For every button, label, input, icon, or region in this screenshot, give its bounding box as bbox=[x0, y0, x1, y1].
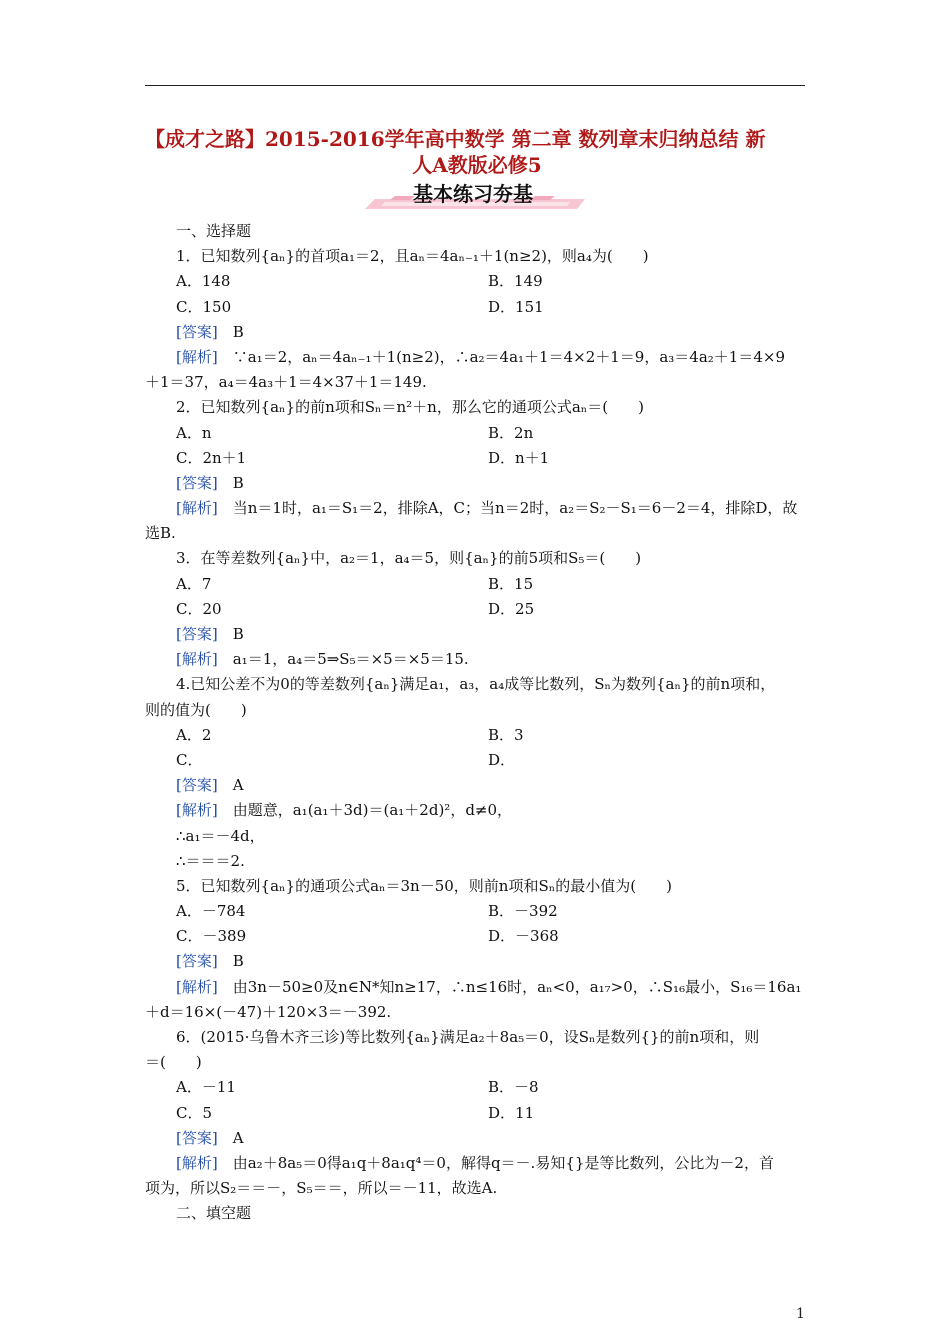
question-stem-continuation: ＝( ) bbox=[145, 1053, 202, 1072]
option-b: B．2n bbox=[488, 423, 534, 442]
analysis-line bbox=[145, 647, 809, 672]
option-row bbox=[145, 1075, 809, 1100]
analysis-text: 由a₂＋8a₅＝0得a₁q＋8a₁q⁴＝0，解得q＝－.易知{}是等比数列，公比为－2，首 bbox=[232, 1153, 774, 1172]
option-b: B．3 bbox=[488, 725, 524, 744]
answer-tag: [答案] bbox=[176, 952, 218, 971]
answer-value: B bbox=[232, 952, 244, 971]
analysis-line bbox=[145, 975, 809, 1000]
option-c: C．150 bbox=[176, 297, 232, 316]
title-line-1: 【成才之路】2015-2016学年高中数学 第二章 数列章末归纳总结 新 bbox=[145, 127, 766, 151]
answer-tag: [答案] bbox=[176, 473, 218, 492]
answer-value: A bbox=[232, 776, 244, 795]
question-stem: 3．在等差数列{aₙ}中，a₂＝1，a₄＝5，则{aₙ}的前5项和S₅＝( ) bbox=[176, 549, 642, 568]
option-c: C．2n＋1 bbox=[176, 448, 247, 467]
option-d: D． bbox=[488, 750, 516, 769]
answer-tag: [答案] bbox=[176, 776, 218, 795]
option-d: D．－368 bbox=[488, 927, 559, 946]
option-a: A．7 bbox=[176, 574, 212, 593]
document-body bbox=[145, 219, 809, 1227]
option-c: C．－389 bbox=[176, 927, 247, 946]
analysis-tag: [解析] bbox=[176, 650, 218, 669]
answer-line bbox=[145, 622, 809, 647]
option-row bbox=[145, 446, 809, 471]
option-c: C．5 bbox=[176, 1103, 213, 1122]
option-row bbox=[145, 269, 809, 294]
option-row bbox=[145, 295, 809, 320]
option-a: A．－784 bbox=[176, 902, 246, 921]
option-a: A．n bbox=[176, 423, 212, 442]
analysis-text: 由题意，a₁(a₁＋3d)＝(a₁＋2d)²，d≠0， bbox=[232, 801, 513, 820]
analysis-text: a₁＝1，a₄＝5⇒S₅＝×5＝×5＝15. bbox=[232, 650, 469, 669]
option-row bbox=[145, 723, 809, 748]
question-stem: 1．已知数列{aₙ}的首项a₁＝2，且aₙ＝4aₙ₋₁＋1(n≥2)，则a₄为( ) bbox=[176, 247, 649, 266]
analysis-text: 由3n－50≥0及n∈N*知n≥17，∴n≤16时，aₙ<0，a₁₇>0，∴S₁₆最小，S₁₆＝16a₁ bbox=[232, 977, 802, 996]
analysis-text: 当n＝1时，a₁＝S₁＝2，排除A，C；当n＝2时，a₂＝S₂－S₁＝6－2＝4，排除D，故 bbox=[232, 499, 798, 518]
analysis-continuation: 选B. bbox=[145, 524, 176, 543]
option-c: C． bbox=[176, 750, 203, 769]
answer-line bbox=[145, 773, 809, 798]
answer-tag: [答案] bbox=[176, 322, 218, 341]
banner-text: 基本练习夯基 bbox=[413, 182, 533, 206]
analysis-tag: [解析] bbox=[176, 977, 218, 996]
option-c: C．20 bbox=[176, 599, 222, 618]
analysis-line bbox=[145, 798, 809, 823]
answer-line bbox=[145, 1126, 809, 1151]
title-line-2: 人A教版必修5 bbox=[412, 153, 542, 177]
answer-value: B bbox=[232, 473, 244, 492]
analysis-line bbox=[145, 345, 809, 370]
question-stem: 2．已知数列{aₙ}的前n项和Sₙ＝n²＋n，那么它的通项公式aₙ＝( ) bbox=[176, 398, 644, 417]
document-title bbox=[145, 126, 809, 178]
answer-tag: [答案] bbox=[176, 1128, 218, 1147]
analysis-line bbox=[145, 496, 809, 521]
option-b: B．－8 bbox=[488, 1078, 539, 1097]
question-stem: 6．(2015·乌鲁木齐三诊)等比数列{aₙ}满足a₂＋8a₅＝0，设Sₙ是数列{}的前n项和，则 bbox=[176, 1028, 760, 1046]
section-banner bbox=[355, 177, 591, 211]
option-row bbox=[145, 1101, 809, 1126]
option-row bbox=[145, 899, 809, 924]
section-heading: 一、选择题 bbox=[176, 222, 252, 240]
analysis-continuation: ＋d＝16×(－47)＋120×3＝－392. bbox=[145, 1002, 392, 1021]
option-d: D．25 bbox=[488, 599, 535, 618]
section-heading: 二、填空题 bbox=[176, 1204, 252, 1223]
option-row bbox=[145, 924, 809, 949]
analysis-tag: [解析] bbox=[176, 801, 218, 820]
question-stem: 4.已知公差不为0的等差数列{aₙ}满足a₁，a₃，a₄成等比数列，Sₙ为数列{aₙ}的前n项和， bbox=[176, 675, 776, 694]
analysis-line bbox=[145, 1151, 809, 1176]
analysis-step: ∴＝＝＝2. bbox=[176, 851, 245, 870]
option-a: A．148 bbox=[176, 272, 231, 291]
option-b: B．15 bbox=[488, 574, 534, 593]
analysis-continuation: 项为，所以S₂＝＝－，S₅＝＝，所以＝－11，故选A. bbox=[145, 1179, 498, 1198]
option-b: B．－392 bbox=[488, 902, 558, 921]
analysis-tag: [解析] bbox=[176, 499, 218, 518]
option-a: A．－11 bbox=[176, 1078, 236, 1097]
answer-tag: [答案] bbox=[176, 625, 218, 643]
page-number: 1 bbox=[796, 1306, 805, 1322]
analysis-tag: [解析] bbox=[176, 1153, 218, 1172]
option-row bbox=[145, 421, 809, 446]
answer-line bbox=[145, 949, 809, 974]
question-stem: 5．已知数列{aₙ}的通项公式aₙ＝3n－50，则前n项和Sₙ的最小值为( ) bbox=[176, 876, 672, 895]
answer-line bbox=[145, 471, 809, 496]
analysis-text: ∵a₁＝2，aₙ＝4aₙ₋₁＋1(n≥2)，∴a₂＝4a₁＋1＝4×2＋1＝9，a₃＝4a₂＋1＝4×9 bbox=[232, 347, 785, 366]
option-row bbox=[145, 572, 809, 597]
option-b: B．149 bbox=[488, 272, 543, 291]
answer-value: B bbox=[232, 625, 244, 643]
answer-line bbox=[145, 320, 809, 345]
option-d: D．151 bbox=[488, 297, 544, 316]
option-d: D．n＋1 bbox=[488, 448, 550, 467]
analysis-continuation: ＋1＝37，a₄＝4a₃＋1＝4×37＋1＝149. bbox=[145, 373, 427, 392]
question-stem-continuation: 则的值为( ) bbox=[145, 700, 247, 719]
option-d: D．11 bbox=[488, 1103, 535, 1122]
answer-value: A bbox=[232, 1128, 244, 1147]
analysis-tag: [解析] bbox=[176, 347, 218, 366]
option-a: A．2 bbox=[176, 725, 212, 744]
option-row bbox=[145, 597, 809, 622]
answer-value: B bbox=[232, 322, 244, 341]
header-rule bbox=[145, 85, 805, 86]
option-row bbox=[145, 748, 809, 773]
analysis-step: ∴a₁＝－4d， bbox=[176, 826, 265, 845]
